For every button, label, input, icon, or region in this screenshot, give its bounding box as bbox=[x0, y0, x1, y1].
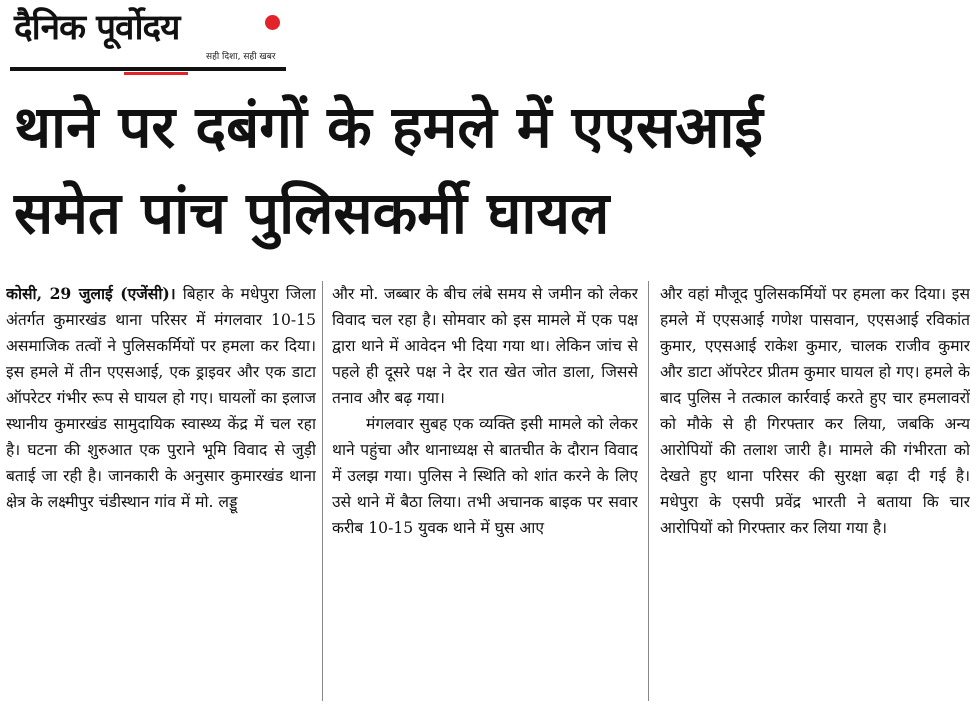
masthead-rule bbox=[10, 67, 286, 71]
newspaper-masthead bbox=[10, 6, 286, 72]
column-3-text: और वहां मौजूद पुलिसकर्मियों पर हमला कर दिया। इस हमले में एएसआई गणेश पासवान, एएसआई रविकांत कुमार, एएसआई राकेश कुमार, चालक राजीव कुमार और डाटा ऑपरेटर प्रीतम कुमार घायल हो गए। हमले के बाद पुलिस ने तत्काल कार्रवाई करते हुए चार हमलावरों को मौके से ही गिरफ्तार कर लिया, जबकि अन्य आरोपियों की तलाश जारी है। मामले की गंभीरता को देखते हुए थाना परिसर की सुरक्षा बढ़ा दी गई है। मधेपुरा के एसपी प्रवेंद्र भारती ने बताया कि चार आरोपियों को गिरफ्तार कर लिया गया है। bbox=[660, 285, 970, 537]
article-headline bbox=[14, 84, 964, 256]
headline-line-2: समेत पांच पुलिसकर्मी घायल bbox=[14, 179, 610, 247]
column-2-paragraph-2: मंगलवार सुबह एक व्यक्ति इसी मामले को लेकर थाने पहुंचा और थानाध्यक्ष से बातचीत के दौरान विवाद में उलझ गया। पुलिस ने स्थिति को शांत करने के लिए उसे थाने में बैठा लिया। तभी अचानक बाइक पर सवार करीब 10-15 युवक थाने में घुस आए bbox=[332, 415, 638, 537]
dateline: कोसी, 29 जुलाई (एजेंसी)। bbox=[6, 284, 176, 303]
masthead-red-strip bbox=[124, 72, 188, 75]
newspaper-tagline: सही दिशा, सही खबर bbox=[206, 52, 276, 62]
newspaper-logo-title: दैनिक पूर्वोदय bbox=[14, 8, 180, 48]
article-column-1 bbox=[6, 281, 316, 711]
column-divider-2 bbox=[648, 281, 649, 701]
column-1-text: बिहार के मधेपुरा जिला अंतर्गत कुमारखंड थाना परिसर में मंगलवार 10-15 असमाजिक तत्वों ने पुलिसकर्मियों पर हमला कर दिया। इस हमले में तीन एएसआई, एक ड्राइवर और एक डाटा ऑपरेटर गंभीर रूप से घायल हो गए। घायलों का इलाज स्थानीय कुमारखंड सामुदायिक स्वास्थ्य केंद्र में चल रहा है। घटना की शुरुआत एक पुराने भूमि विवाद से जुड़ी बताई जा रही है। जानकारी के अनुसार कुमारखंड थाना क्षेत्र के लक्ष्मीपुर चंडीस्थान गांव में मो. लड्डू bbox=[6, 285, 316, 511]
column-2-paragraph-1: और मो. जब्बार के बीच लंबे समय से जमीन को लेकर विवाद चल रहा है। सोमवार को इस मामले में एक पक्ष द्वारा थाने में आवेदन भी दिया गया था। लेकिन जांच से पहले ही दूसरे पक्ष ने देर रात खेत जोत डाला, जिससे तनाव और बढ़ गया। bbox=[332, 285, 638, 407]
article-column-2 bbox=[332, 281, 638, 711]
article-column-3 bbox=[660, 281, 970, 711]
logo-red-dot bbox=[265, 15, 280, 30]
headline-line-1: थाने पर दबंगों के हमले में एएसआई bbox=[14, 93, 763, 161]
column-divider-1 bbox=[322, 281, 323, 701]
